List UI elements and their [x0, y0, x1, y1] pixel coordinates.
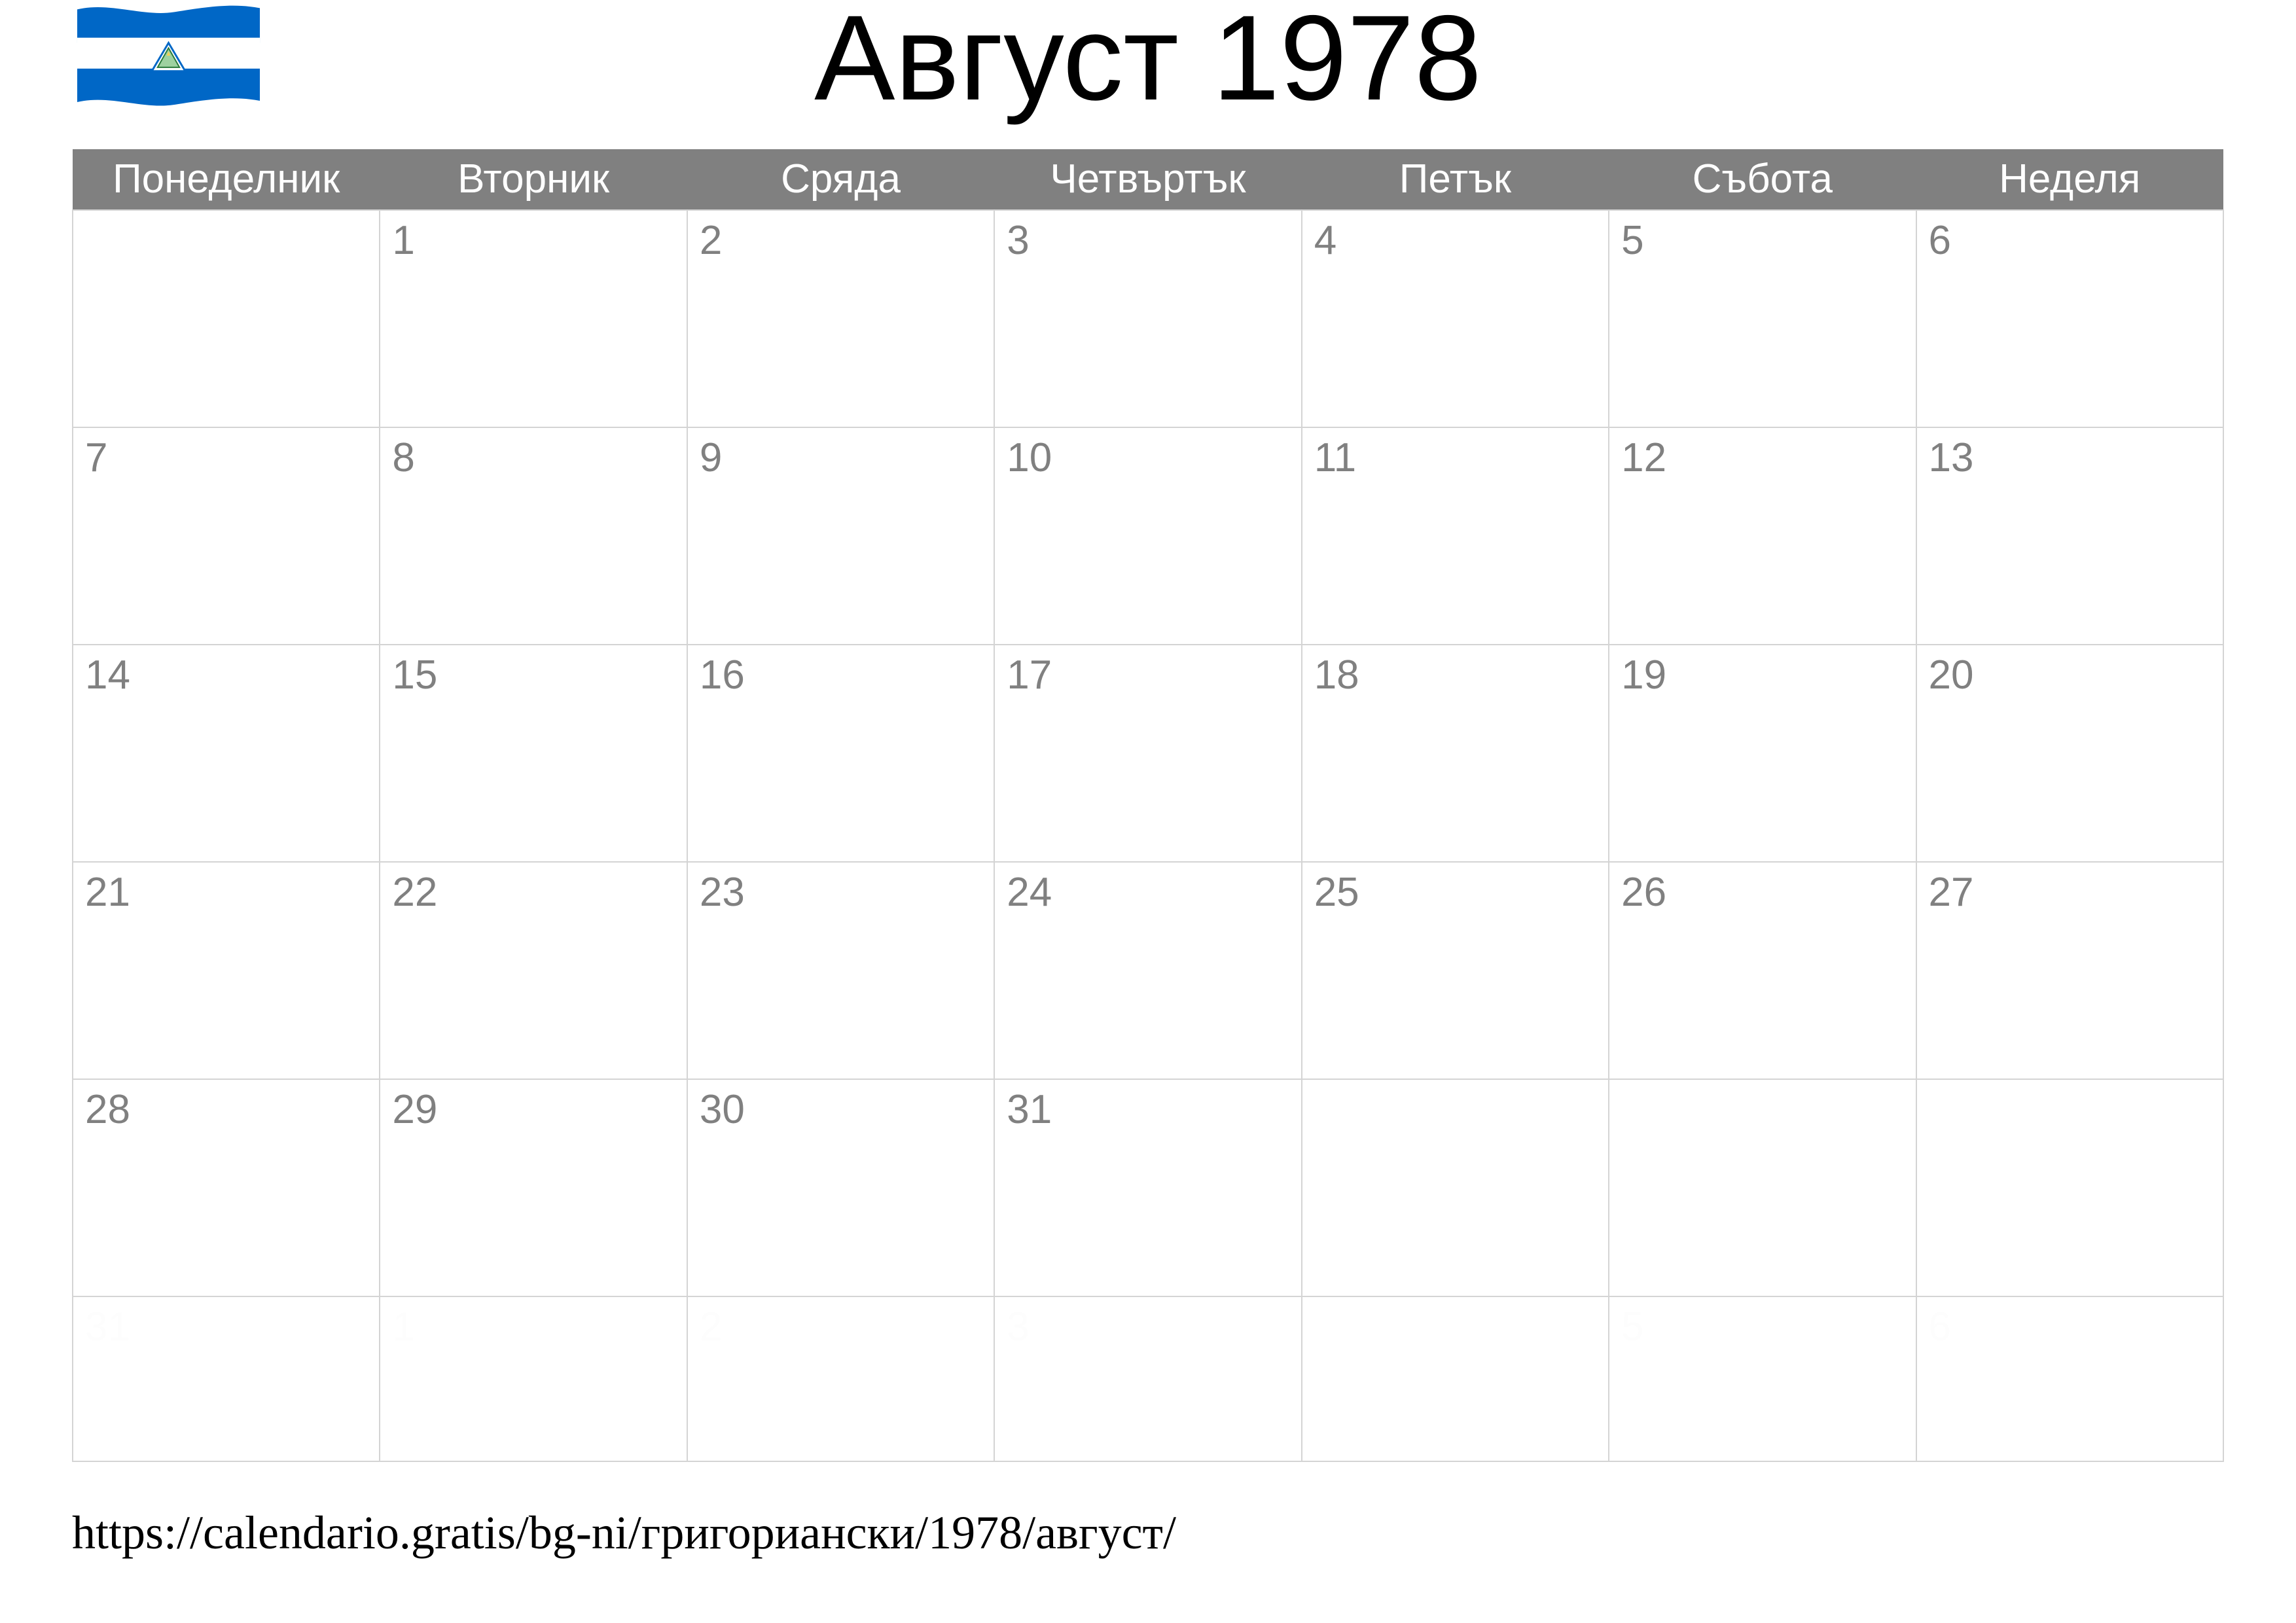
day-cell: 28 — [73, 1079, 380, 1296]
day-cell: 25 — [1302, 862, 1609, 1079]
day-cell: 27 — [1916, 862, 2223, 1079]
day-cell: 26 — [1609, 862, 1916, 1079]
day-cell: 1 — [380, 1296, 687, 1461]
day-cell: 19 — [1609, 645, 1916, 862]
day-cell: 2 — [687, 1296, 994, 1461]
day-cell: 5 — [1609, 210, 1916, 427]
weekday-friday: Петък — [1302, 149, 1609, 210]
day-cell: 31 — [994, 1079, 1301, 1296]
day-cell — [1302, 1296, 1609, 1461]
calendar-week-row — [73, 862, 2223, 1079]
weekday-wednesday: Сряда — [687, 149, 994, 210]
day-cell: 21 — [73, 862, 380, 1079]
day-cell: 11 — [1302, 427, 1609, 645]
day-cell: 17 — [994, 645, 1301, 862]
day-cell — [1609, 1079, 1916, 1296]
day-cell: 5 — [1609, 1296, 1916, 1461]
calendar-table — [72, 149, 2224, 1462]
page-title: Август 1978 — [814, 0, 1482, 126]
day-cell — [1302, 1079, 1609, 1296]
day-cell: 23 — [687, 862, 994, 1079]
day-cell: 20 — [1916, 645, 2223, 862]
page-header — [72, 0, 2224, 141]
day-cell: 12 — [1609, 427, 1916, 645]
day-cell — [1916, 1079, 2223, 1296]
weekday-saturday: Събота — [1609, 149, 1916, 210]
calendar-week-row — [73, 210, 2223, 427]
day-cell: 24 — [994, 862, 1301, 1079]
weekday-monday: Понеделник — [73, 149, 380, 210]
weekday-thursday: Четвъртък — [994, 149, 1301, 210]
day-cell: 14 — [73, 645, 380, 862]
weekday-sunday: Неделя — [1916, 149, 2223, 210]
day-cell: 22 — [380, 862, 687, 1079]
weekday-tuesday: Вторник — [380, 149, 687, 210]
calendar-weekday-header-row — [73, 149, 2223, 210]
calendar-week-row-overflow — [73, 1296, 2223, 1461]
day-cell: 8 — [380, 427, 687, 645]
day-cell: 10 — [994, 427, 1301, 645]
day-cell: 29 — [380, 1079, 687, 1296]
day-cell — [73, 210, 380, 427]
calendar-week-row — [73, 645, 2223, 862]
day-cell: 9 — [687, 427, 994, 645]
day-cell: 31 — [73, 1296, 380, 1461]
day-cell: 1 — [380, 210, 687, 427]
day-cell: 18 — [1302, 645, 1609, 862]
day-cell: 3 — [994, 1296, 1301, 1461]
source-url: https://calendario.gratis/bg-ni/григориански/1978/август/ — [72, 1507, 1177, 1559]
day-cell: 6 — [1916, 1296, 2223, 1461]
day-cell: 3 — [994, 210, 1301, 427]
day-cell: 7 — [73, 427, 380, 645]
day-cell: 15 — [380, 645, 687, 862]
day-cell: 2 — [687, 210, 994, 427]
day-cell: 30 — [687, 1079, 994, 1296]
day-cell: 16 — [687, 645, 994, 862]
day-cell: 4 — [1302, 210, 1609, 427]
day-cell: 6 — [1916, 210, 2223, 427]
day-cell: 13 — [1916, 427, 2223, 645]
calendar-week-row — [73, 427, 2223, 645]
calendar-week-row — [73, 1079, 2223, 1296]
